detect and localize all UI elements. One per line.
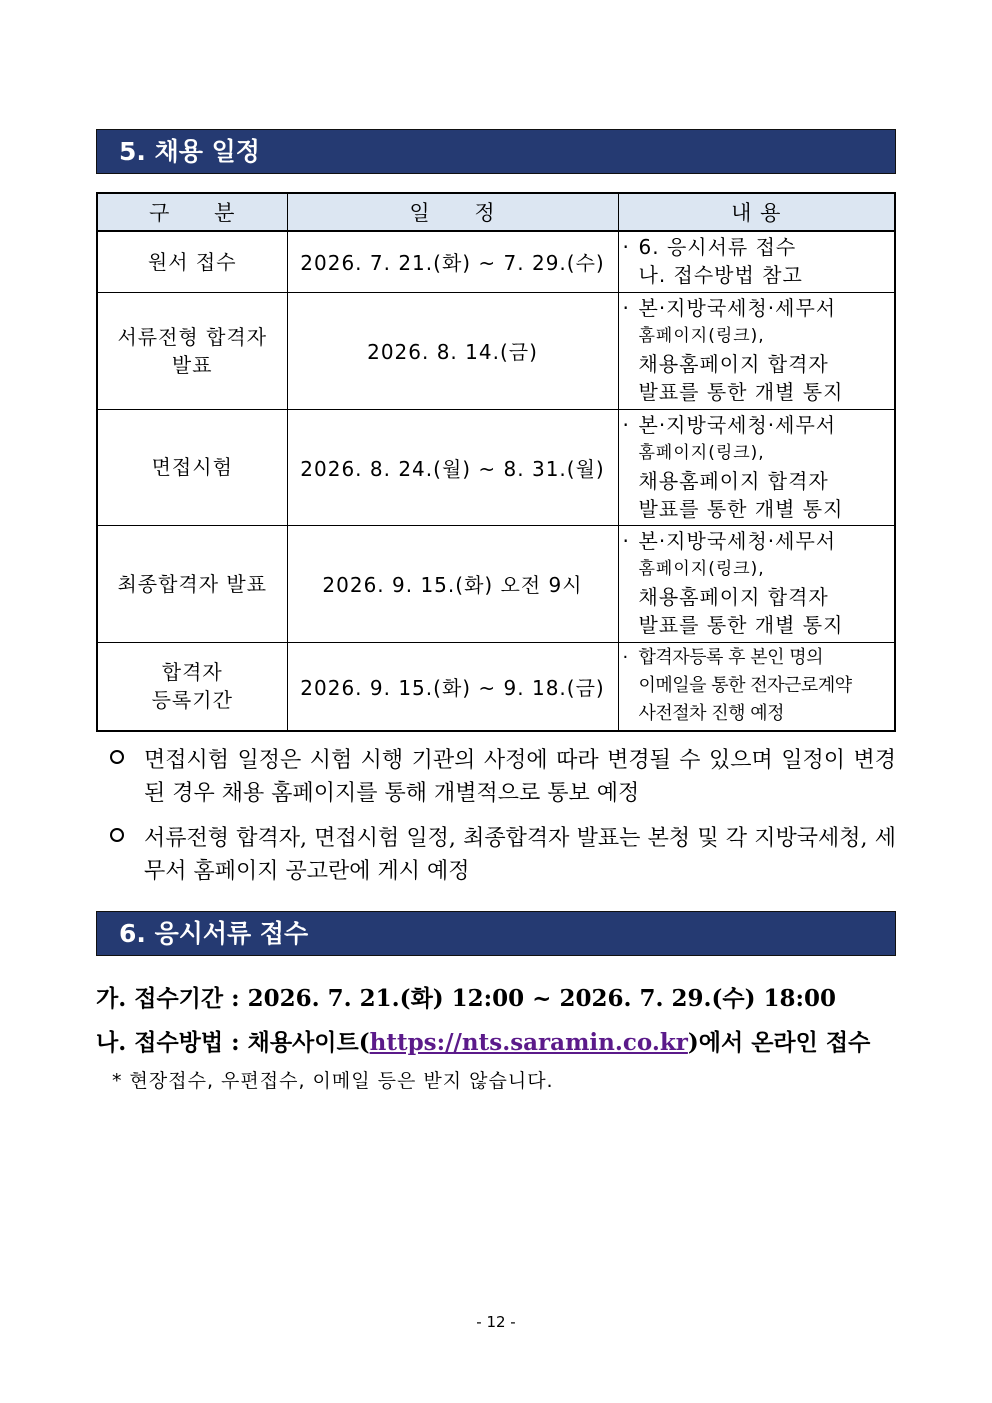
period-label: 가. 접수기간 : xyxy=(96,985,240,1012)
schedule-table xyxy=(96,192,896,732)
note-text: 서류전형 합격자, 면접시험 일정, 최종합격자 발표는 본청 및 각 지방국세청, 세무서 홈페이지 공고란에 게시 예정 xyxy=(144,826,896,884)
category-cell: 합격자 등록기간 xyxy=(97,642,287,731)
footnote: * 현장접수, 우편접수, 이메일 등은 받지 않습니다. xyxy=(112,1070,554,1092)
category-cell: 면접시험 xyxy=(97,409,287,525)
page-number: - 12 - xyxy=(476,1313,516,1331)
method-prefix: 채용사이트( xyxy=(247,1029,370,1056)
note-text: 면접시험 일정은 시험 시행 기관의 사정에 따라 변경될 수 있으며 일정이 변경된 경우 채용 홈페이지를 통해 개별적으로 통보 예정 xyxy=(144,748,896,806)
table-row xyxy=(97,525,895,642)
content-cell: · 본·지방국세청·세무서 홈페이지(링크), 채용홈페이지 합격자 발표를 통한 개별 통지 xyxy=(618,292,895,409)
schedule-cell: 2026. 9. 15.(화) 오전 9시 xyxy=(287,525,618,642)
submission-period xyxy=(96,980,836,1013)
method-suffix: )에서 온라인 접수 xyxy=(687,1029,871,1056)
content-cell: · 6. 응시서류 접수 나. 접수방법 참고 xyxy=(618,231,895,292)
schedule-cell: 2026. 8. 14.(금) xyxy=(287,292,618,409)
method-label: 나. 접수방법 : xyxy=(96,1029,240,1056)
circle-bullet-icon xyxy=(110,828,124,842)
table-row xyxy=(97,292,895,409)
category-cell: 최종합격자 발표 xyxy=(97,525,287,642)
content-cell: · 본·지방국세청·세무서 홈페이지(링크), 채용홈페이지 합격자 발표를 통한 개별 통지 xyxy=(618,409,895,525)
header-schedule: 일 정 xyxy=(287,193,618,231)
section-6-title: 6. 응시서류 접수 xyxy=(96,911,896,956)
header-content: 내 용 xyxy=(618,193,895,231)
category-cell: 원서 접수 xyxy=(97,231,287,292)
period-value: 2026. 7. 21.(화) 12:00 ~ 2026. 7. 29.(수) 18:00 xyxy=(247,985,837,1012)
table-header-row xyxy=(97,193,895,231)
table-row xyxy=(97,409,895,525)
note-item xyxy=(110,822,896,888)
submission-method xyxy=(96,1024,870,1057)
table-row xyxy=(97,231,895,292)
note-item xyxy=(110,744,896,810)
content-cell: · 합격자등록 후 본인 명의 이메일을 통한 전자근로계약 사전절차 진행 예정 xyxy=(618,642,895,731)
circle-bullet-icon xyxy=(110,750,124,764)
category-cell: 서류전형 합격자 발표 xyxy=(97,292,287,409)
content-cell: · 본·지방국세청·세무서 홈페이지(링크), 채용홈페이지 합격자 발표를 통한 개별 통지 xyxy=(618,525,895,642)
table-row xyxy=(97,642,895,731)
recruit-site-link[interactable]: https://nts.saramin.co.kr xyxy=(369,1029,688,1056)
header-category: 구 분 xyxy=(97,193,287,231)
section-5-title: 5. 채용 일정 xyxy=(96,129,896,174)
schedule-cell: 2026. 9. 15.(화) ~ 9. 18.(금) xyxy=(287,642,618,731)
schedule-cell: 2026. 7. 21.(화) ~ 7. 29.(수) xyxy=(287,231,618,292)
schedule-cell: 2026. 8. 24.(월) ~ 8. 31.(월) xyxy=(287,409,618,525)
